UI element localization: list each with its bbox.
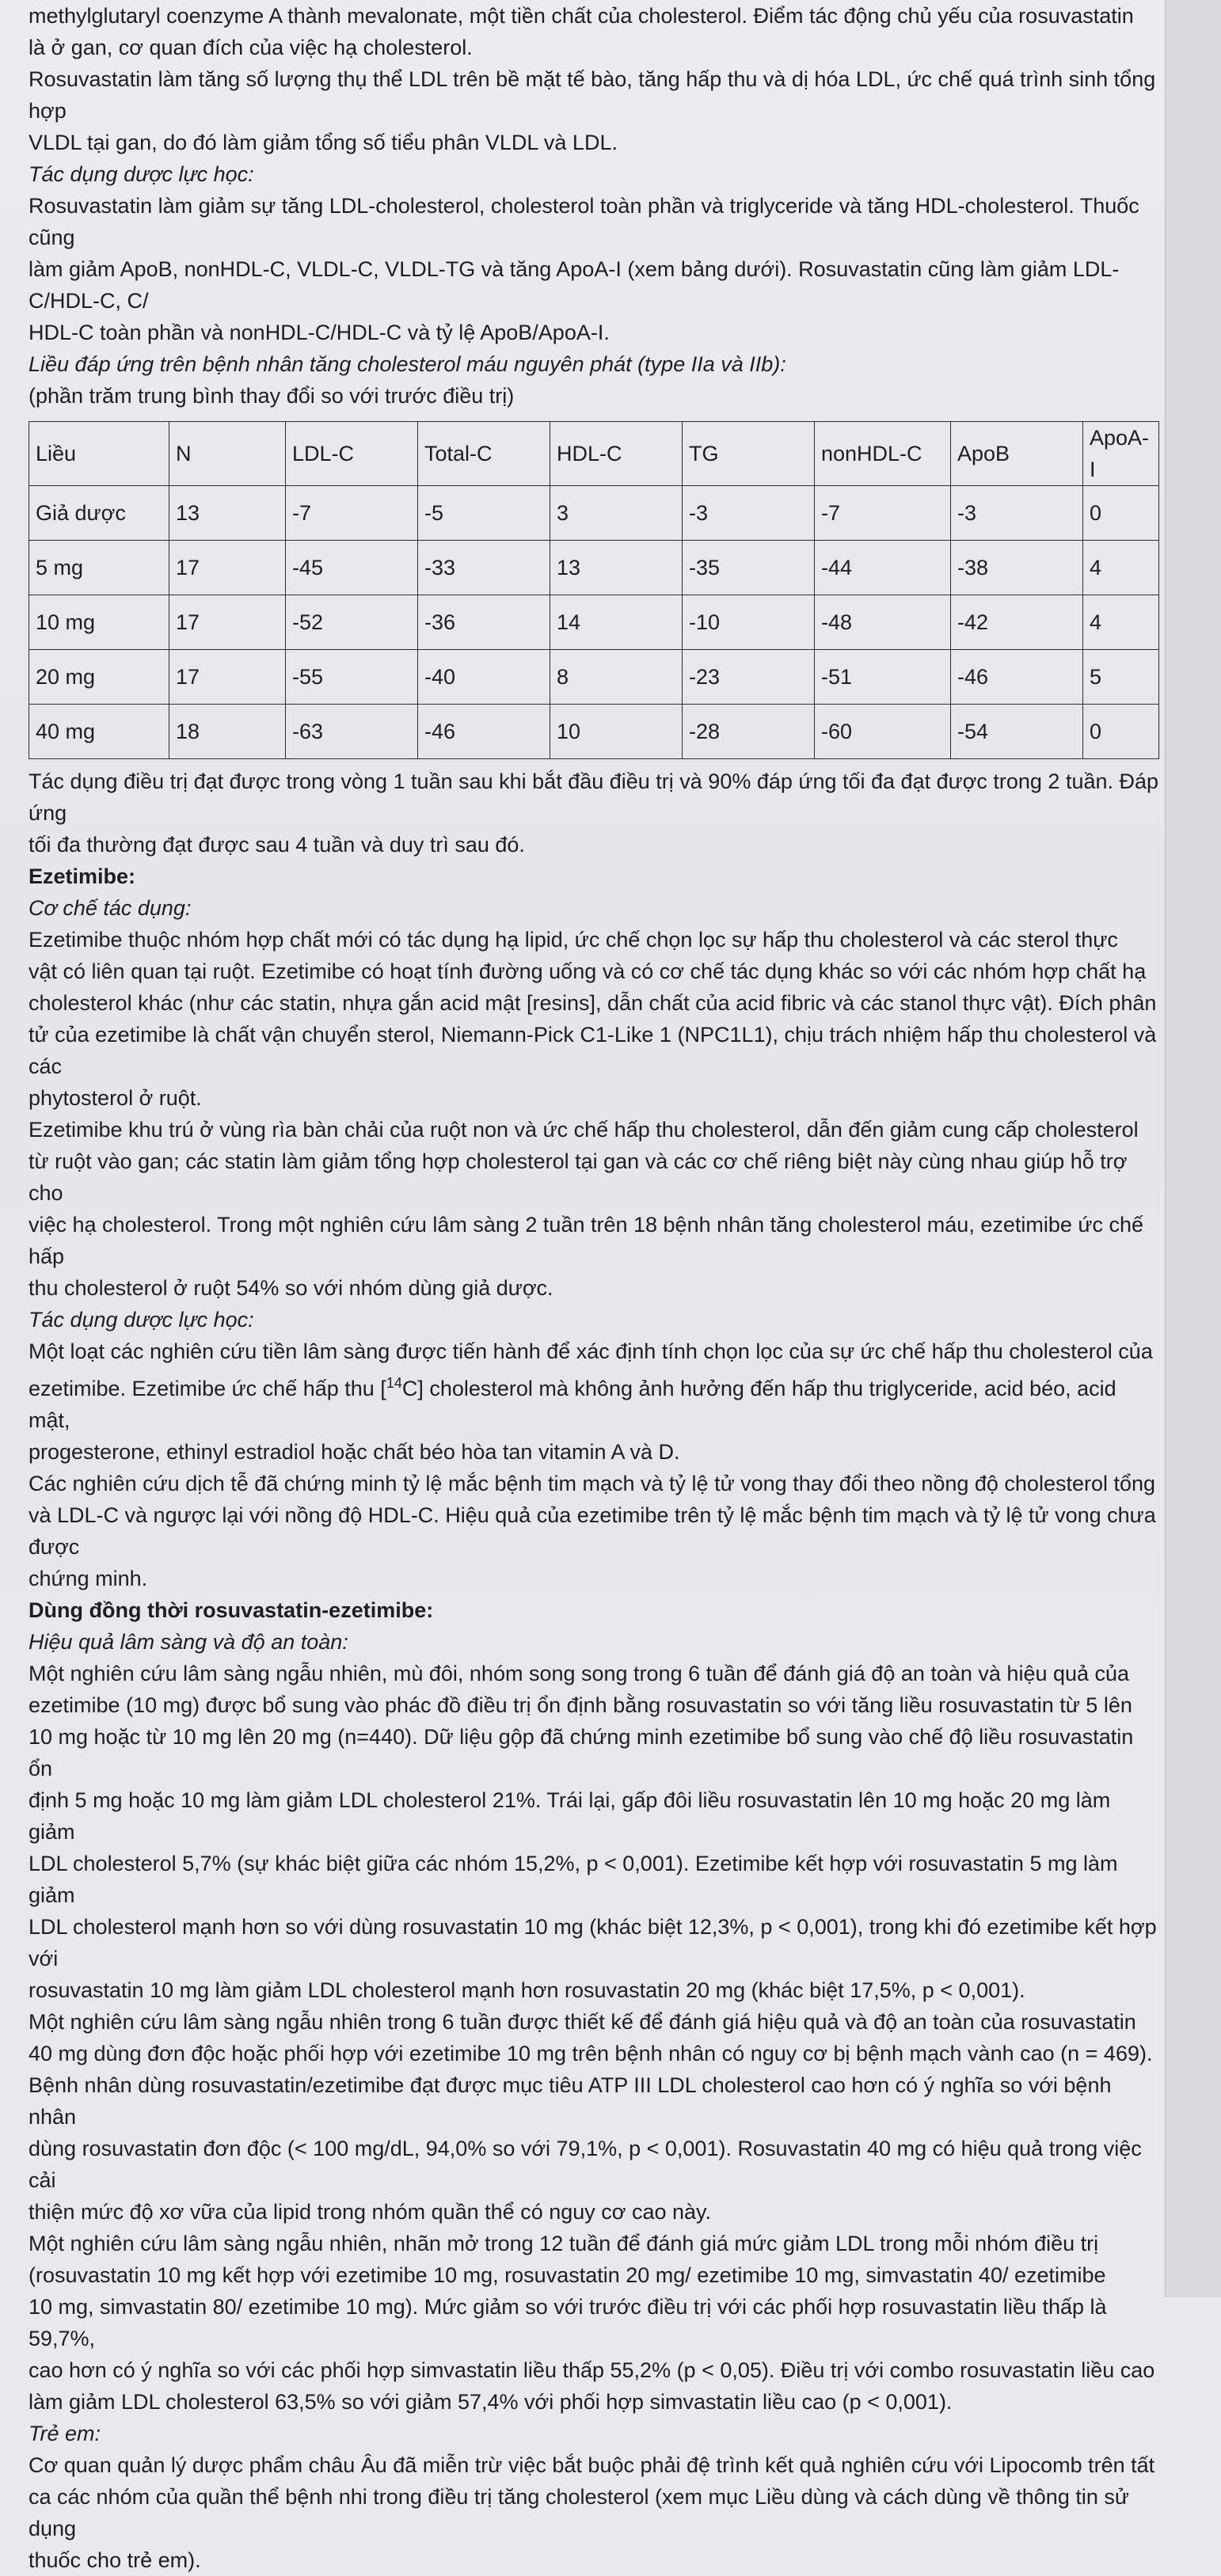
text-line: định 5 mg hoặc 10 mg làm giảm LDL cholesterol 21%. Trái lại, gấp đôi liều rosuvastatin lên 10 mg hoặc 20 mg làm giảm [29,1788,1111,1844]
section-subheading: Liều đáp ứng trên bệnh nhân tăng cholesterol máu nguyên phát (type IIa và IIb): [29,352,786,376]
text-line: progesterone, ethinyl estradiol hoặc chất béo hòa tan vitamin A và D. [29,1440,680,1464]
section-subheading: Trẻ em: [29,2422,101,2445]
table-cell: -35 [683,541,815,595]
table-header-cell: TG [683,422,815,486]
table-cell: 10 mg [29,595,169,650]
table-cell: 17 [169,650,286,705]
text-line: Một loạt các nghiên cứu tiền lâm sàng được tiến hành để xác định tính chọn lọc của sự ức chế hấp thu cholesterol của [29,1339,1153,1363]
table-cell: 20 mg [29,650,169,705]
table-cell: -46 [951,650,1083,705]
text-line: vật có liên quan tại ruột. Ezetimibe có hoạt tính đường uống và có cơ chế tác dụng khác so với các nhóm hợp chất hạ [29,959,1147,983]
table-cell: 17 [169,595,286,650]
text-line: Bệnh nhân dùng rosuvastatin/ezetimibe đạt được mục tiêu ATP III LDL cholesterol cao hơn có ý nghĩa so với bệnh nhân [29,2073,1112,2129]
table-cell: 5 mg [29,541,169,595]
table-row [29,486,1159,541]
table-header-cell: HDL-C [550,422,683,486]
text-line: Rosuvastatin làm giảm sự tăng LDL-cholesterol, cholesterol toàn phần và triglyceride và tăng HDL-cholesterol. Thuốc cũng [29,194,1139,249]
table-cell: 17 [169,541,286,595]
section-subheading: Tác dụng dược lực học: [29,162,254,186]
table-header-cell: ApoA-I [1083,422,1159,486]
table-cell: -46 [418,705,550,759]
text-line: làm giảm LDL cholesterol 63,5% so với giảm 57,4% với phối hợp simvastatin liều cao (p < 0,001). [29,2390,953,2414]
section-subheading: Tác dụng dược lực học: [29,1308,254,1332]
text-line: tối đa thường đạt được sau 4 tuần và duy trì sau đó. [29,833,525,857]
table-cell: -3 [683,486,815,541]
table-cell: -63 [286,705,418,759]
text-line: (phần trăm trung bình thay đổi so với trước điều trị) [29,384,515,408]
table-cell: -48 [815,595,951,650]
text-line: tử của ezetimibe là chất vận chuyển sterol, Niemann-Pick C1-Like 1 (NPC1L1), chịu trách nhiệm hấp thu cholesterol và các [29,1023,1157,1078]
section-heading: Dùng đồng thời rosuvastatin-ezetimibe: [29,1598,434,1622]
table-cell: -45 [286,541,418,595]
section-heading: Ezetimibe: [29,864,136,888]
text-line: và LDL-C và ngược lại với nồng độ HDL-C. Hiệu quả của ezetimibe trên tỷ lệ mắc bệnh tim mạch và tỷ lệ tử vong chưa được [29,1503,1156,1559]
table-cell: 8 [550,650,683,705]
table-cell: -33 [418,541,550,595]
table-cell: -51 [815,650,951,705]
text-line: cholesterol khác (như các statin, nhựa gắn acid mật [resins], dẫn chất của acid fibric và các stanol thực vật). Đích phân [29,991,1157,1015]
table-cell: -38 [951,541,1083,595]
section-subheading: Hiệu quả lâm sàng và độ an toàn: [29,1630,348,1654]
text-line: Một nghiên cứu lâm sàng ngẫu nhiên, nhãn mở trong 12 tuần để đánh giá mức giảm LDL trong mỗi nhóm điều trị [29,2232,1099,2255]
table-header-cell: ApoB [951,422,1083,486]
table-header-cell: nonHDL-C [815,422,951,486]
table-cell: 13 [169,486,286,541]
table-header-cell: Total-C [418,422,550,486]
text-fragment: ezetimibe. Ezetimibe ức chế hấp thu [ [29,1377,386,1400]
text-line: thu cholesterol ở ruột 54% so với nhóm dùng giả dược. [29,1276,553,1300]
table-cell: 5 [1083,650,1159,705]
table-cell: 4 [1083,595,1159,650]
text-line: thuốc cho trẻ em). [29,2548,201,2572]
table-row [29,705,1159,759]
table-cell: 13 [550,541,683,595]
table-cell: 0 [1083,705,1159,759]
adjacent-page-edge [1165,0,1221,2297]
text-line: từ ruột vào gan; các statin làm giảm tổng hợp cholesterol tại gan và các cơ chế riêng biệt này cùng nhau giúp hỗ trợ cho [29,1149,1128,1205]
table-cell: -5 [418,486,550,541]
text-line: Cơ quan quản lý dược phẩm châu Âu đã miễn trừ việc bắt buộc phải đệ trình kết quả nghiên cứu với Lipocomb trên tất [29,2453,1155,2477]
table-header-cell: Liều [29,422,169,486]
text-line: dùng rosuvastatin đơn độc (< 100 mg/dL, 94,0% so với 79,1%, p < 0,001). Rosuvastatin 40 mg có hiệu quả trong việc cải [29,2137,1142,2192]
text-line: Một nghiên cứu lâm sàng ngẫu nhiên, mù đôi, nhóm song song trong 6 tuần để đánh giá độ an toàn và hiệu quả của [29,1662,1130,1685]
text-line: Tác dụng điều trị đạt được trong vòng 1 tuần sau khi bắt đầu điều trị và 90% đáp ứng tối đa đạt được trong 2 tuần. Đáp ứng [29,769,1159,825]
table-cell: 10 [550,705,683,759]
text-line: ezetimibe (10 mg) được bổ sung vào phác đồ điều trị ổn định bằng rosuvastatin so với tăng liều rosuvastatin từ 5 lên [29,1693,1132,1717]
text-line [29,1367,1161,1436]
table-cell: -36 [418,595,550,650]
table-cell: 4 [1083,541,1159,595]
table-cell: -10 [683,595,815,650]
table-cell: 0 [1083,486,1159,541]
text-line: phytosterol ở ruột. [29,1086,202,1110]
leaflet-content [29,0,1161,2576]
table-cell: 14 [550,595,683,650]
table-cell: -55 [286,650,418,705]
text-line: rosuvastatin 10 mg làm giảm LDL cholesterol mạnh hơn rosuvastatin 20 mg (khác biệt 17,5%, p < 0,001). [29,1978,1025,2002]
text-line: 40 mg dùng đơn độc hoặc phối hợp với ezetimibe 10 mg trên bệnh nhân có nguy cơ bị bệnh mạch vành cao (n = 469). [29,2042,1153,2065]
superscript: 14 [386,1375,402,1391]
text-line: Ezetimibe khu trú ở vùng rìa bàn chải của ruột non và ức chế hấp thu cholesterol, dẫn đến giảm cung cấp cholesterol [29,1118,1139,1142]
table-cell: -52 [286,595,418,650]
text-line: methylglutaryl coenzyme A thành mevalonate, một tiền chất của cholesterol. Điểm tác động chủ yếu của rosuvastatin [29,4,1134,28]
table-cell: -42 [951,595,1083,650]
text-line: 10 mg hoặc từ 10 mg lên 20 mg (n=440). Dữ liệu gộp đã chứng minh ezetimibe bổ sung vào chế độ liều rosuvastatin ổn [29,1725,1134,1780]
text-line: VLDL tại gan, do đó làm giảm tổng số tiểu phân VLDL và LDL. [29,131,618,154]
text-line: LDL cholesterol mạnh hơn so với dùng rosuvastatin 10 mg (khác biệt 12,3%, p < 0,001), trong khi đó ezetimibe kết hợp với [29,1915,1157,1970]
table-cell: -3 [951,486,1083,541]
table-cell: -7 [815,486,951,541]
table-header-row [29,422,1159,486]
table-row [29,541,1159,595]
text-line: việc hạ cholesterol. Trong một nghiên cứu lâm sàng 2 tuần trên 18 bệnh nhân tăng cholesterol máu, ezetimibe ức chế hấp [29,1213,1143,1268]
text-line: 10 mg, simvastatin 80/ ezetimibe 10 mg). Mức giảm so với trước điều trị với các phối hợp rosuvastatin liều thấp là 59,7%, [29,2295,1107,2350]
text-line: ca các nhóm của quần thể bệnh nhi trong điều trị tăng cholesterol (xem mục Liều dùng và cách dùng về thông tin sử dụng [29,2485,1129,2540]
table-header-cell: LDL-C [286,422,418,486]
table-cell: 18 [169,705,286,759]
text-line: thiện mức độ xơ vữa của lipid trong nhóm quần thể có nguy cơ cao này. [29,2200,712,2224]
text-line: làm giảm ApoB, nonHDL-C, VLDL-C, VLDL-TG và tăng ApoA-I (xem bảng dưới). Rosuvastatin cũng làm giảm LDL-C/HDL-C, C/ [29,257,1120,313]
text-line: LDL cholesterol 5,7% (sự khác biệt giữa các nhóm 15,2%, p < 0,001). Ezetimibe kết hợp với rosuvastatin 5 mg làm giảm [29,1852,1118,1907]
text-line: HDL-C toàn phần và nonHDL-C/HDL-C và tỷ lệ ApoB/ApoA-I. [29,321,610,344]
table-cell: 40 mg [29,705,169,759]
text-line: cao hơn có ý nghĩa so với các phối hợp simvastatin liều thấp 55,2% (p < 0,05). Điều trị với combo rosuvastatin liều cao [29,2358,1155,2382]
table-cell: -7 [286,486,418,541]
section-subheading: Cơ chế tác dụng: [29,896,192,920]
text-fragment: C] cholesterol mà không ảnh hưởng đến hấp thu triglyceride, acid béo, acid mật, [29,1377,1116,1432]
table-cell: -28 [683,705,815,759]
table-cell: 3 [550,486,683,541]
table-header-cell: N [169,422,286,486]
text-line: chứng minh. [29,1567,148,1590]
table-cell: -23 [683,650,815,705]
text-line: (rosuvastatin 10 mg kết hợp với ezetimibe 10 mg, rosuvastatin 20 mg/ ezetimibe 10 mg, simvastatin 40/ ezetimibe [29,2263,1106,2287]
text-line: Ezetimibe thuộc nhóm hợp chất mới có tác dụng hạ lipid, ức chế chọn lọc sự hấp thu cholesterol và các sterol thực [29,928,1118,952]
table-row [29,650,1159,705]
table-row [29,595,1159,650]
table-cell: Giả dược [29,486,169,541]
table-cell: -60 [815,705,951,759]
dose-response-table [29,421,1159,759]
table-cell: -40 [418,650,550,705]
text-line: Một nghiên cứu lâm sàng ngẫu nhiên trong 6 tuần được thiết kế để đánh giá hiệu quả và độ an toàn của rosuvastatin [29,2010,1136,2034]
text-line: Rosuvastatin làm tăng số lượng thụ thể LDL trên bề mặt tế bào, tăng hấp thu và dị hóa LDL, ức chế quá trình sinh tổng hợp [29,67,1156,123]
table-cell: -54 [951,705,1083,759]
text-line: là ở gan, cơ quan đích của việc hạ cholesterol. [29,36,473,59]
text-line: Các nghiên cứu dịch tễ đã chứng minh tỷ lệ mắc bệnh tim mạch và tỷ lệ tử vong thay đổi theo nồng độ cholesterol tổng [29,1472,1156,1495]
table-cell: -44 [815,541,951,595]
